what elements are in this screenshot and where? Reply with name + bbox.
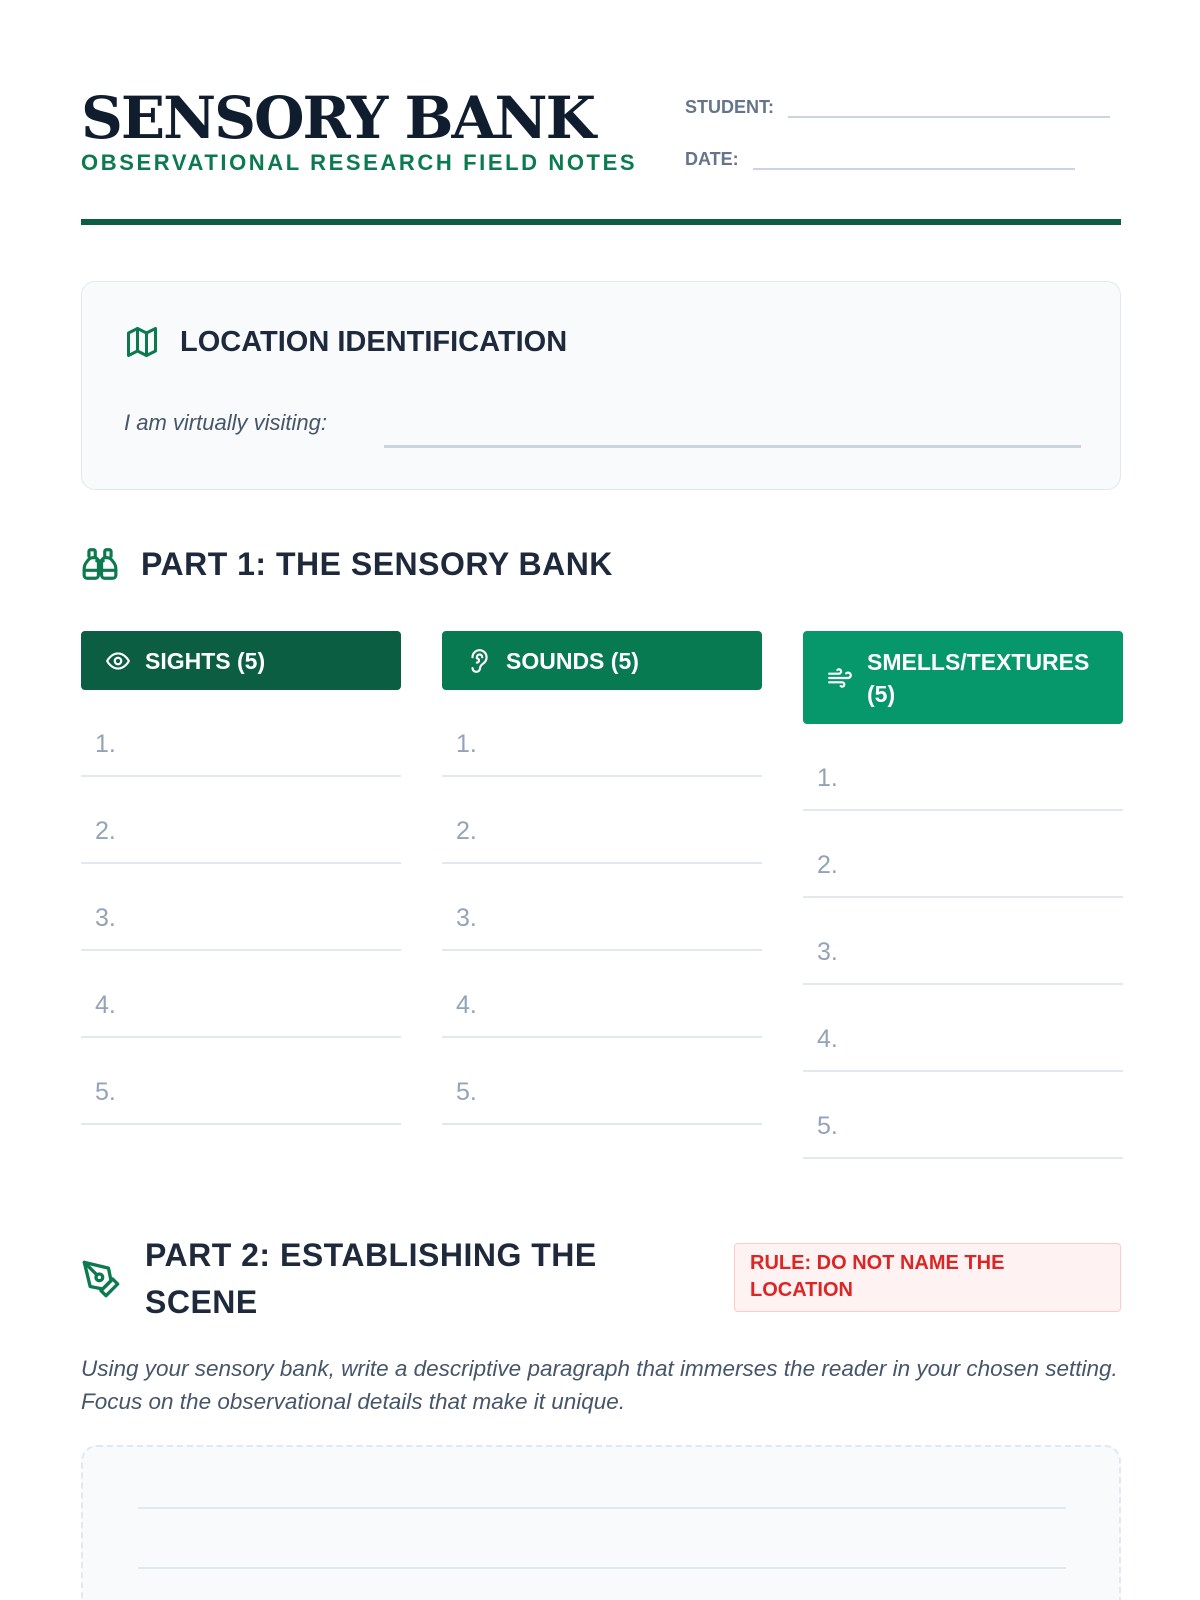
list-item[interactable]: 1. — [803, 724, 1123, 811]
rule-badge: RULE: DO NOT NAME THE LOCATION — [734, 1243, 1121, 1312]
sights-column — [81, 631, 401, 1125]
location-field[interactable] — [384, 445, 1081, 448]
list-item[interactable]: 4. — [442, 951, 762, 1038]
wind-icon — [827, 665, 853, 691]
sights-label: SIGHTS (5) — [145, 647, 266, 674]
list-item[interactable]: 3. — [803, 898, 1123, 985]
smells-label: SMELLS/TEXTURES (5) — [867, 648, 1090, 707]
date-row — [685, 146, 1075, 170]
location-title: LOCATION IDENTIFICATION — [180, 325, 568, 358]
page-title: SENSORY BANK — [81, 84, 594, 152]
list-item[interactable]: 5. — [442, 1038, 762, 1125]
part1-heading — [81, 545, 613, 583]
page-subtitle: OBSERVATIONAL RESEARCH FIELD NOTES — [81, 150, 638, 175]
part2-title: PART 2: ESTABLISHING THE SCENE — [145, 1237, 597, 1320]
list-item[interactable]: 2. — [442, 777, 762, 864]
binoculars-icon — [81, 545, 119, 583]
date-field[interactable] — [753, 146, 1075, 170]
list-item[interactable]: 5. — [803, 1072, 1123, 1159]
list-item[interactable]: 3. — [81, 864, 401, 951]
pen-tool-icon — [81, 1259, 121, 1299]
writing-line — [138, 1567, 1066, 1569]
sights-header — [81, 631, 401, 690]
list-item[interactable]: 2. — [81, 777, 401, 864]
list-item[interactable]: 2. — [803, 811, 1123, 898]
part2-heading — [81, 1232, 641, 1326]
list-item[interactable]: 4. — [803, 985, 1123, 1072]
instructions-text: Using your sensory bank, write a descriptive paragraph that immerses the reader in your chosen setting. Focus on the observational details that make it unique. — [81, 1356, 1118, 1414]
map-icon — [124, 324, 160, 360]
student-field[interactable] — [788, 94, 1110, 118]
paragraph-writing-area[interactable] — [81, 1445, 1121, 1600]
sounds-header — [442, 631, 762, 690]
page-header — [81, 80, 1121, 228]
student-row — [685, 94, 1110, 118]
part1-title: PART 1: THE SENSORY BANK — [141, 545, 613, 582]
writing-line — [138, 1507, 1066, 1509]
list-item[interactable]: 5. — [81, 1038, 401, 1125]
location-prompt: I am virtually visiting: — [124, 410, 327, 435]
list-item[interactable]: 1. — [442, 690, 762, 777]
ear-icon — [466, 648, 492, 674]
smells-column — [803, 631, 1123, 1159]
list-item[interactable]: 1. — [81, 690, 401, 777]
sounds-label: SOUNDS (5) — [506, 647, 639, 674]
eye-icon — [105, 648, 131, 674]
student-label: STUDENT: — [685, 97, 774, 117]
date-label: DATE: — [685, 149, 739, 169]
list-item[interactable]: 4. — [81, 951, 401, 1038]
sounds-column — [442, 631, 762, 1125]
location-heading — [124, 324, 567, 360]
list-item[interactable]: 3. — [442, 864, 762, 951]
location-card — [81, 281, 1121, 490]
header-divider — [81, 219, 1121, 225]
smells-header — [803, 631, 1123, 724]
